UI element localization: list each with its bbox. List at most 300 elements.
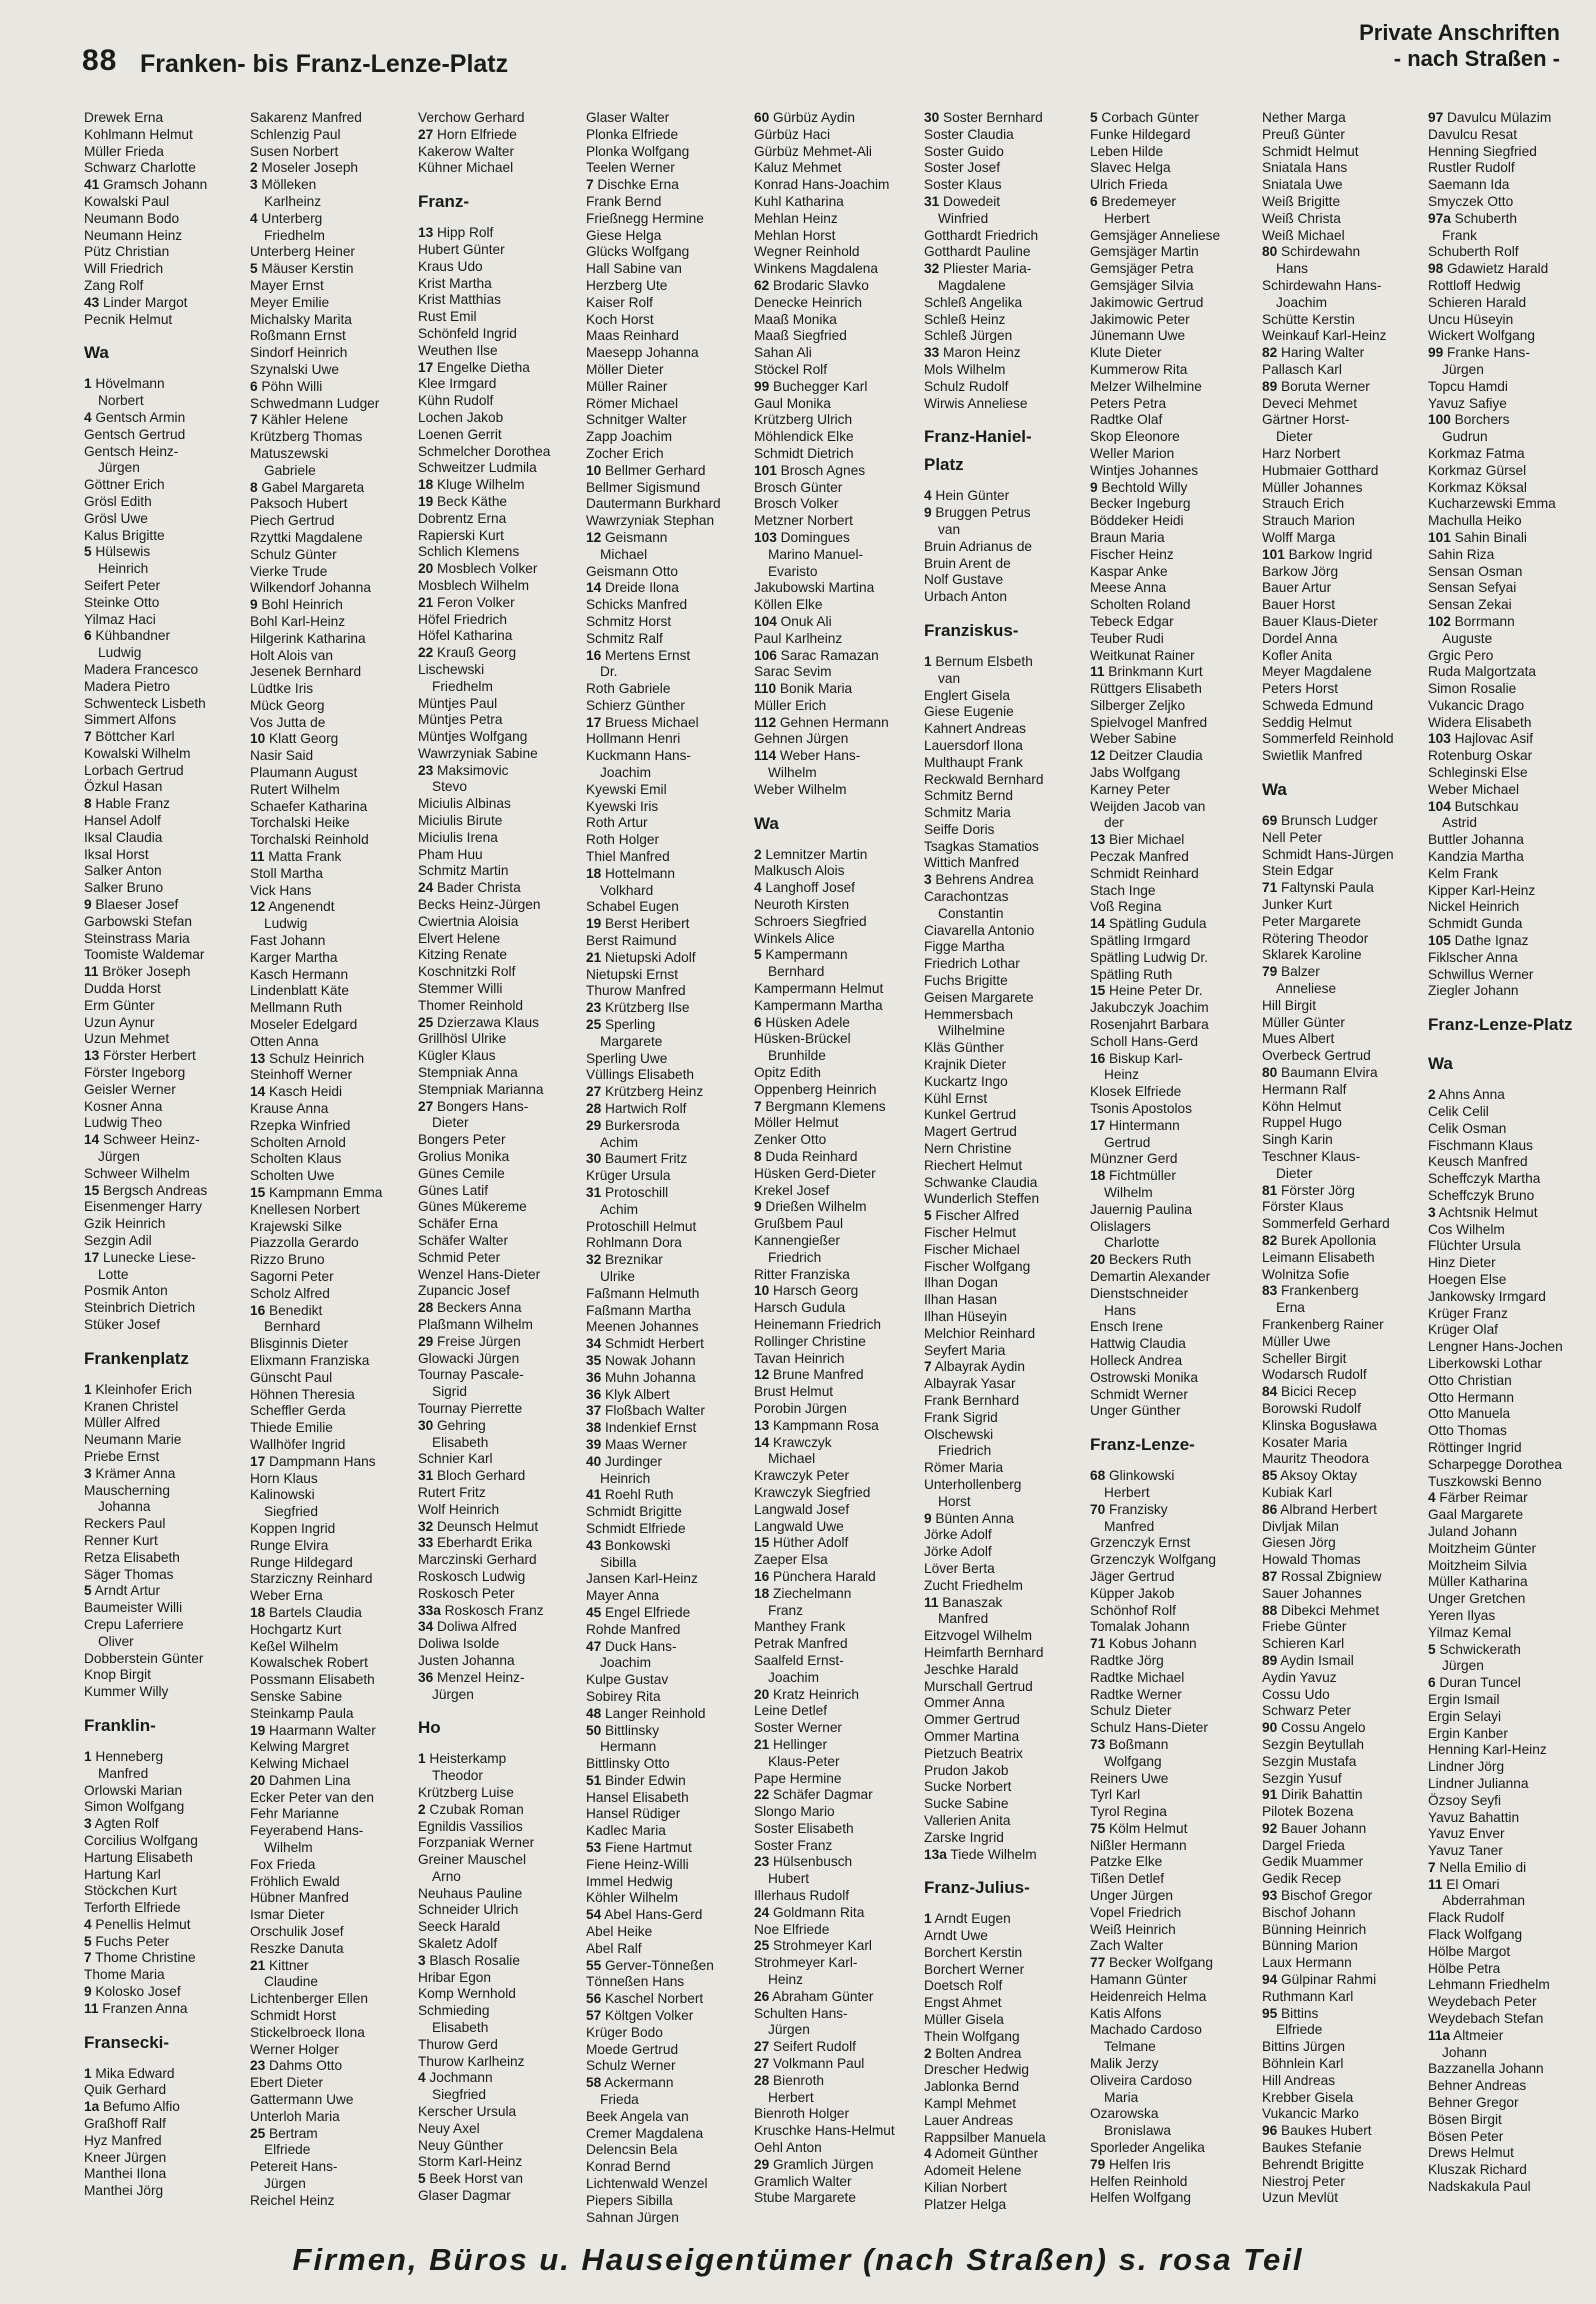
house-number: 58 xyxy=(586,2075,602,2091)
resident-entry: 2 Ahns Anna xyxy=(1428,1087,1505,1103)
resident-entry: 27 Bongers Hans- xyxy=(418,1098,529,1114)
house-number: 30 xyxy=(924,110,940,125)
resident-entry: Quik Gerhard xyxy=(84,2082,167,2098)
resident-entry: Günes Cemile xyxy=(418,1165,505,1181)
house-number: 4 xyxy=(84,1916,92,1932)
resident-entry: Schmidt Dietrich xyxy=(754,445,854,461)
page-number: 88 xyxy=(82,44,118,77)
resident-entry: Henning Siegfried xyxy=(1428,143,1537,159)
house-number: 5 xyxy=(1090,110,1098,125)
resident-entry: Hamann Günter xyxy=(1090,1972,1188,1988)
resident-entry: Grösl Uwe xyxy=(84,510,148,526)
resident-entry: Glowacki Jürgen xyxy=(418,1350,520,1366)
resident-entry: 21 Feron Volker xyxy=(418,594,515,610)
resident-entry: Elvert Helene xyxy=(418,930,501,946)
resident-entry: Mayer Ernst xyxy=(250,277,324,293)
resident-entry: Bösen Birgit xyxy=(1428,2111,1502,2127)
resident-entry: 28 Hartwich Rolf xyxy=(586,1101,687,1117)
resident-entry: Roßmann Ernst xyxy=(250,328,346,344)
resident-entry: Blisginnis Dieter xyxy=(250,1336,349,1352)
house-number: 1a xyxy=(84,2099,100,2115)
resident-entry: 14 Schweer Heinz- xyxy=(84,1132,200,1148)
house-number: 70 xyxy=(1090,1501,1106,1517)
resident-entry: Schulz Günter xyxy=(250,546,337,562)
resident-entry: Roth Gabriele xyxy=(586,681,671,697)
resident-entry: Sarac Sevim xyxy=(754,664,832,680)
resident-entry: 36 Klyk Albert xyxy=(586,1386,670,1402)
house-number: 17 xyxy=(250,1453,266,1469)
entry-continuation: Heinrich xyxy=(98,561,149,577)
resident-entry: Hölbe Margot xyxy=(1428,1943,1511,1959)
section-title: Private Anschriften xyxy=(1359,20,1560,45)
resident-entry: Slongo Mario xyxy=(754,1804,835,1820)
resident-entry: Fehr Marianne xyxy=(250,1806,340,1822)
resident-entry: Weydebach Peter xyxy=(1428,1994,1537,2010)
resident-entry: Rötering Theodor xyxy=(1262,930,1369,946)
resident-entry: Meenen Johannes xyxy=(586,1319,699,1335)
resident-entry: Roth Artur xyxy=(586,815,648,831)
resident-entry: Piazzolla Gerardo xyxy=(250,1235,359,1251)
resident-entry: 21 Nietupski Adolf xyxy=(586,949,696,965)
resident-entry: Kelwing Margret xyxy=(250,1739,349,1755)
house-number: 13 xyxy=(250,1050,266,1066)
resident-entry: Tavan Heinrich xyxy=(754,1350,845,1366)
resident-entry: Klinska Bogusława xyxy=(1262,1417,1377,1433)
entry-continuation: Manfred xyxy=(1104,1518,1155,1534)
house-number: 6 xyxy=(1090,193,1098,209)
house-number: 18 xyxy=(250,1604,266,1620)
spacer xyxy=(754,838,920,847)
resident-entry: Steinbrich Dietrich xyxy=(84,1300,196,1316)
resident-entry: Rust Emil xyxy=(418,309,477,325)
house-number: 16 xyxy=(250,1302,266,1318)
resident-entry: Pütz Christian xyxy=(84,244,170,260)
resident-entry: Hüsken Gerd-Dieter xyxy=(754,1165,876,1181)
house-number: 13a xyxy=(924,1846,947,1862)
resident-entry: Cossu Udo xyxy=(1262,1686,1330,1702)
house-number: 3 xyxy=(1428,1204,1436,1220)
resident-entry: 101 Sahin Binali xyxy=(1428,529,1527,545)
house-number: 11 xyxy=(84,2000,99,2016)
resident-entry: Schicks Manfred xyxy=(586,597,688,613)
resident-entry: Zocher Erich xyxy=(586,445,664,461)
resident-entry: Kraus Udo xyxy=(418,258,483,274)
house-number: 17 xyxy=(84,1249,100,1265)
resident-entry: Ilhan Hasan xyxy=(924,1292,998,1308)
resident-entry: Jankowsky Irmgard xyxy=(1428,1288,1546,1304)
resident-entry: Bittins Jürgen xyxy=(1262,2039,1345,2055)
resident-entry: Schroers Siegfried xyxy=(754,913,867,929)
resident-entry: 112 Gehnen Hermann xyxy=(754,714,889,730)
street-heading: Platz xyxy=(924,455,964,475)
resident-entry: Schwarz Peter xyxy=(1262,1703,1352,1719)
resident-entry: Kannengießer xyxy=(754,1233,840,1248)
house-number: 29 xyxy=(754,2156,770,2172)
resident-entry: Schmidt Reinhard xyxy=(1090,865,1199,881)
resident-entry: 33a Roskosch Franz xyxy=(418,1602,544,1618)
street-heading: Wa xyxy=(754,813,779,833)
resident-entry: 17 Hintermann xyxy=(1090,1117,1180,1133)
resident-entry: Jakimowic Peter xyxy=(1090,311,1190,327)
resident-entry: Maesepp Johanna xyxy=(586,345,699,361)
resident-entry: Oliveira Cardoso xyxy=(1090,2072,1192,2088)
resident-entry: 3 Blasch Rosalie xyxy=(418,1952,520,1968)
resident-entry: Arndt Uwe xyxy=(924,1928,988,1944)
house-number: 17 xyxy=(586,714,602,730)
house-number: 93 xyxy=(1262,1888,1278,1904)
resident-entry: Skaletz Adolf xyxy=(418,1936,498,1952)
resident-entry: Günscht Paul xyxy=(250,1369,333,1385)
resident-entry: Zapp Joachim xyxy=(586,429,672,445)
resident-entry: 11a Altmeier xyxy=(1428,2027,1504,2043)
resident-entry: 18 Kluge Wilhelm xyxy=(418,477,525,493)
resident-entry: Mehlan Horst xyxy=(754,227,836,243)
resident-entry: 7 Nella Emilio di xyxy=(1428,1859,1527,1875)
resident-entry: Lischewski xyxy=(418,661,485,677)
resident-entry: 5 Kampermann xyxy=(754,947,848,963)
resident-entry: 3 Krämer Anna xyxy=(84,1465,176,1481)
house-number: 4 xyxy=(84,409,92,425)
house-number: 8 xyxy=(754,1149,762,1165)
resident-entry: Demartin Alexander xyxy=(1090,1268,1211,1284)
resident-entry: 11 Bröker Joseph xyxy=(84,964,191,980)
house-number: 100 xyxy=(1428,412,1451,428)
resident-entry: 5 Arndt Artur xyxy=(84,1583,161,1599)
directory-column xyxy=(754,110,920,2207)
resident-entry: Scholten Roland xyxy=(1090,597,1191,613)
resident-entry: Stempniak Marianna xyxy=(418,1081,544,1097)
resident-entry: 12 Geismann xyxy=(586,529,668,545)
resident-entry: 30 Soster Bernhard xyxy=(924,110,1043,125)
resident-entry: Vos Jutta de xyxy=(250,714,326,730)
resident-entry: 82 Haring Walter xyxy=(1262,345,1365,361)
resident-entry: 13 Kampmann Rosa xyxy=(754,1417,879,1433)
resident-entry: Langwald Josef xyxy=(754,1501,850,1517)
resident-entry: Spätling Ludwig Dr. xyxy=(1090,949,1208,965)
house-number: 16 xyxy=(754,1568,770,1584)
resident-entry: Kruschke Hans-Helmut xyxy=(754,2123,895,2139)
house-number: 75 xyxy=(1090,1820,1106,1836)
entry-continuation: Klaus-Peter xyxy=(768,1753,840,1769)
resident-entry: Ismar Dieter xyxy=(250,1907,325,1923)
entry-continuation: Frieda xyxy=(600,2092,639,2108)
resident-entry: Hinz Dieter xyxy=(1428,1255,1496,1271)
resident-entry: 4 Gentsch Armin xyxy=(84,409,186,425)
resident-entry: Maas Reinhard xyxy=(586,328,679,344)
house-number: 14 xyxy=(1090,916,1106,932)
resident-entry: Rotenburg Oskar xyxy=(1428,748,1533,764)
house-number: 27 xyxy=(418,1098,434,1114)
resident-entry: Köllen Elke xyxy=(754,597,823,613)
resident-entry: Friedrich Lothar xyxy=(924,956,1020,972)
resident-entry: 1 Kleinhofer Erich xyxy=(84,1381,193,1397)
resident-entry: Jakubczyk Joachim xyxy=(1090,1000,1209,1016)
resident-entry: Plonka Elfriede xyxy=(586,126,679,142)
resident-entry: Steinstrass Maria xyxy=(84,930,190,946)
resident-entry: Madera Francesco xyxy=(84,661,199,677)
resident-entry: 13 Förster Herbert xyxy=(84,1048,196,1064)
resident-entry: 24 Goldmann Rita xyxy=(754,1904,865,1920)
resident-entry: Münzner Gerd xyxy=(1090,1151,1178,1167)
resident-entry: Langwald Uwe xyxy=(754,1518,844,1534)
resident-entry: Hribar Egon xyxy=(418,1969,492,1985)
house-number: 6 xyxy=(250,378,258,394)
resident-entry: Uncu Hüseyin xyxy=(1428,311,1514,327)
resident-entry: Schaefer Katharina xyxy=(250,798,368,814)
resident-entry: Sakarenz Manfred xyxy=(250,110,362,125)
spacer xyxy=(1428,1000,1594,1009)
resident-entry: Schlenzig Paul xyxy=(250,126,341,142)
resident-entry: Ilhan Hüseyin xyxy=(924,1309,1007,1324)
resident-entry: Porobin Jürgen xyxy=(754,1400,847,1416)
resident-entry: Henning Karl-Heinz xyxy=(1428,1742,1547,1758)
house-number: 11 xyxy=(1428,1876,1443,1892)
house-number: 1 xyxy=(84,1748,92,1764)
resident-entry: Zang Rolf xyxy=(84,277,144,293)
resident-entry: 55 Gerver-Tönneßen xyxy=(586,1957,714,1973)
resident-entry: Schönhof Rolf xyxy=(1090,1602,1176,1618)
resident-entry: Kampermann Helmut xyxy=(754,981,884,997)
entry-continuation: Volkhard xyxy=(600,882,654,898)
resident-entry: 28 Beckers Anna xyxy=(418,1300,522,1316)
house-number: 3 xyxy=(924,872,932,888)
house-number: 110 xyxy=(754,681,777,697)
resident-entry: Yilmaz Haci xyxy=(84,611,156,627)
entry-continuation: Elfriede xyxy=(1276,2022,1323,2038)
resident-entry: Borchert Kerstin xyxy=(924,1944,1023,1960)
resident-entry: Nether Marga xyxy=(1262,110,1346,125)
resident-entry: 104 Butschkau xyxy=(1428,798,1519,814)
resident-entry: Mehlan Heinz xyxy=(754,210,838,226)
resident-entry: Verchow Gerhard xyxy=(418,110,525,125)
resident-entry: Uzun Mehmet xyxy=(84,1031,170,1047)
resident-entry: Helfen Wolfgang xyxy=(1090,2190,1191,2206)
entry-continuation: Maria xyxy=(1104,2089,1139,2105)
resident-entry: Fast Johann xyxy=(250,933,326,949)
entry-continuation: Frank xyxy=(1442,227,1477,243)
resident-entry: Ostrowski Monika xyxy=(1090,1369,1199,1385)
resident-entry: Vukancic Marko xyxy=(1262,2106,1359,2122)
resident-entry: Sahan Ali xyxy=(754,345,812,361)
entry-continuation: Stevo xyxy=(432,779,468,795)
resident-entry: Bösen Peter xyxy=(1428,2128,1504,2144)
resident-entry: Keusch Manfred xyxy=(1428,1154,1528,1170)
resident-entry: Kühl Ernst xyxy=(924,1090,988,1106)
resident-entry: Kadlec Maria xyxy=(586,1823,666,1839)
house-number: 1 xyxy=(924,653,932,669)
directory-column xyxy=(1428,110,1594,2196)
resident-entry: Kneer Jürgen xyxy=(84,2149,167,2165)
entry-continuation: Winfried xyxy=(938,210,989,226)
resident-entry: 98 Gdawietz Harald xyxy=(1428,261,1549,277)
house-number: 9 xyxy=(250,597,258,613)
resident-entry: Gaal Margarete xyxy=(1428,1507,1524,1523)
resident-entry: Malik Jerzy xyxy=(1090,2056,1159,2072)
resident-entry: 6 Duran Tuncel xyxy=(1428,1675,1521,1691)
resident-entry: Hochgartz Kurt xyxy=(250,1621,342,1637)
house-number: 7 xyxy=(250,412,258,428)
resident-entry: Löver Berta xyxy=(924,1560,995,1576)
resident-entry: Iksal Horst xyxy=(84,846,149,862)
resident-entry: Singh Karin xyxy=(1262,1132,1333,1148)
house-number: 22 xyxy=(754,1787,770,1803)
resident-entry: Ruda Malgortzata xyxy=(1428,664,1537,680)
resident-entry: 25 Strohmeyer Karl xyxy=(754,1938,872,1954)
house-number: 1 xyxy=(84,376,92,392)
resident-entry: Sahnan Jürgen xyxy=(586,2209,679,2225)
resident-entry: Radtke Olaf xyxy=(1090,412,1163,428)
resident-entry: Murschall Gertrud xyxy=(924,1678,1033,1694)
entry-continuation: Dieter xyxy=(1276,1165,1313,1181)
resident-entry: Seyfert Maria xyxy=(924,1342,1006,1358)
resident-entry: Grgic Pero xyxy=(1428,647,1494,663)
resident-entry: Manthey Frank xyxy=(754,1619,846,1635)
resident-entry: Schmitz Bernd xyxy=(924,788,1014,804)
resident-entry: 7 Böttcher Karl xyxy=(84,729,175,745)
resident-entry: Teelen Werner xyxy=(586,160,675,176)
resident-entry: 10 Harsch Georg xyxy=(754,1283,859,1299)
resident-entry: 40 Jurdinger xyxy=(586,1453,663,1469)
house-number: 31 xyxy=(418,1468,434,1484)
resident-entry: Gotthardt Pauline xyxy=(924,244,1031,260)
resident-entry: 92 Bauer Johann xyxy=(1262,1820,1367,1836)
resident-entry: 13a Tiede Wilhelm xyxy=(924,1846,1037,1862)
house-number: 28 xyxy=(586,1101,602,1117)
resident-entry: 14 Kasch Heidi xyxy=(250,1084,343,1100)
resident-entry: Multhaupt Frank xyxy=(924,754,1023,770)
resident-entry: Ommer Gertrud xyxy=(924,1712,1020,1728)
resident-entry: Pilotek Bozena xyxy=(1262,1804,1354,1820)
resident-entry: Riechert Helmut xyxy=(924,1157,1023,1173)
entry-continuation: Johann xyxy=(1442,2044,1487,2060)
resident-entry: Jeschke Harald xyxy=(924,1661,1019,1677)
entry-continuation: Manfred xyxy=(98,1765,149,1781)
resident-entry: Klee Irmgard xyxy=(418,376,497,392)
resident-entry: Kranen Christel xyxy=(84,1398,179,1414)
house-number: 6 xyxy=(1428,1675,1436,1691)
resident-entry: Tißen Detlef xyxy=(1090,1871,1165,1887)
resident-entry: 19 Haarmann Walter xyxy=(250,1722,376,1738)
resident-entry: Hübner Manfred xyxy=(250,1890,349,1906)
resident-entry: Müller Johannes xyxy=(1262,479,1363,495)
entry-continuation: Ulrike xyxy=(600,1268,635,1284)
resident-entry: 96 Baukes Hubert xyxy=(1262,2123,1372,2139)
entry-continuation: Theodor xyxy=(432,1768,483,1784)
resident-entry: Steinhoff Werner xyxy=(250,1067,353,1083)
resident-entry: Lauer Andreas xyxy=(924,2112,1014,2128)
house-number: 28 xyxy=(418,1300,434,1316)
resident-entry: Wirwis Anneliese xyxy=(924,395,1028,411)
resident-entry: Malkusch Alois xyxy=(754,863,845,879)
resident-entry: Madera Pietro xyxy=(84,678,170,694)
resident-entry: Schmitz Ralf xyxy=(586,630,663,646)
resident-entry: Priebe Ernst xyxy=(84,1448,160,1464)
resident-entry: Krüger Ursula xyxy=(586,1168,671,1184)
resident-entry: Brosch Günter xyxy=(754,479,843,495)
resident-entry: Sezgin Yusuf xyxy=(1262,1770,1342,1786)
resident-entry: Leben Hilde xyxy=(1090,143,1164,159)
resident-entry: Maaß Siegfried xyxy=(754,328,847,344)
resident-entry: Sniatala Uwe xyxy=(1262,177,1343,193)
spacer xyxy=(84,367,250,376)
house-number: 80 xyxy=(1262,1065,1278,1081)
resident-entry: 5 Beek Horst van xyxy=(418,2171,524,2187)
resident-entry: 23 Hülsenbusch xyxy=(754,1854,853,1870)
resident-entry: 33 Eberhardt Erika xyxy=(418,1535,533,1551)
resident-entry: 20 Dahmen Lina xyxy=(250,1772,351,1788)
resident-entry: Fischer Michael xyxy=(924,1241,1020,1257)
resident-entry: Bohl Karl-Heinz xyxy=(250,613,346,629)
resident-entry: Möller Dieter xyxy=(586,361,664,377)
resident-entry: Kowalschek Robert xyxy=(250,1655,368,1671)
resident-entry: Bischof Johann xyxy=(1262,1904,1356,1920)
resident-entry: Schulz Werner xyxy=(586,2058,676,2074)
entry-continuation: Jürgen xyxy=(1442,361,1484,377)
page-title: Franken- bis Franz-Lenze-Platz xyxy=(140,50,509,78)
house-number: 9 xyxy=(924,505,932,521)
resident-entry: 105 Dathe Ignaz xyxy=(1428,933,1529,949)
resident-entry: 15 Bergsch Andreas xyxy=(84,1182,208,1198)
resident-entry: Göttner Erich xyxy=(84,477,165,493)
resident-entry: 26 Abraham Günter xyxy=(754,1988,874,2004)
resident-entry: Winkels Alice xyxy=(754,930,835,946)
resident-entry: Möller Helmut xyxy=(754,1115,839,1131)
house-number: 43 xyxy=(84,294,100,310)
resident-entry: Sommerfeld Gerhard xyxy=(1262,1216,1390,1232)
resident-entry: Geisen Margarete xyxy=(924,989,1034,1005)
resident-entry: Neumann Bodo xyxy=(84,210,180,226)
resident-entry: Spätling Ruth xyxy=(1090,966,1173,982)
resident-entry: Gehnen Jürgen xyxy=(754,731,849,747)
house-number: 62 xyxy=(754,277,770,293)
resident-entry: 9 Blaeser Josef xyxy=(84,897,179,913)
resident-entry: Brosch Volker xyxy=(754,496,839,512)
resident-entry: 43 Bonkowski xyxy=(586,1537,671,1553)
resident-entry: 94 Gülpinar Rahmi xyxy=(1262,1972,1377,1988)
resident-entry: Saemann Ida xyxy=(1428,177,1510,193)
resident-entry: Müller Uwe xyxy=(1262,1333,1331,1349)
resident-entry: Forzpaniak Werner xyxy=(418,1835,535,1851)
resident-entry: 51 Binder Edwin xyxy=(586,1772,686,1788)
resident-entry: Melchior Reinhard xyxy=(924,1325,1036,1341)
resident-entry: Säger Thomas xyxy=(84,1566,174,1582)
house-number: 94 xyxy=(1262,1972,1278,1988)
resident-entry: 83 Frankenberg xyxy=(1262,1283,1359,1299)
directory-column xyxy=(586,110,752,2226)
entry-continuation: Hermann xyxy=(600,1739,657,1755)
resident-entry: Konrad Bernd xyxy=(586,2159,671,2175)
resident-entry: 23 Krützberg Ilse xyxy=(586,1000,690,1016)
resident-entry: Wilkendorf Johanna xyxy=(250,580,371,596)
resident-entry: Urbach Anton xyxy=(924,589,1007,605)
resident-entry: Konrad Hans-Joachim xyxy=(754,177,890,193)
entry-continuation: Charlotte xyxy=(1104,1235,1160,1251)
resident-entry: Sezgin Beytullah xyxy=(1262,1736,1364,1752)
page-header xyxy=(0,0,1596,100)
resident-entry: Gärtner Horst- xyxy=(1262,412,1350,428)
house-number: 14 xyxy=(250,1084,266,1100)
resident-entry: Kalinowski xyxy=(250,1487,315,1503)
resident-entry: Deveci Mehmet xyxy=(1262,395,1358,411)
resident-entry: Stoll Martha xyxy=(250,865,324,881)
house-number: 34 xyxy=(418,1619,434,1635)
resident-entry: Pham Huu xyxy=(418,846,483,862)
spacer xyxy=(84,328,250,337)
entry-continuation: Gertrud xyxy=(1104,1134,1151,1150)
resident-entry: Mues Albert xyxy=(1262,1031,1335,1047)
resident-entry: 12 Deitzer Claudia xyxy=(1090,748,1203,764)
house-number: 81 xyxy=(1262,1182,1278,1198)
